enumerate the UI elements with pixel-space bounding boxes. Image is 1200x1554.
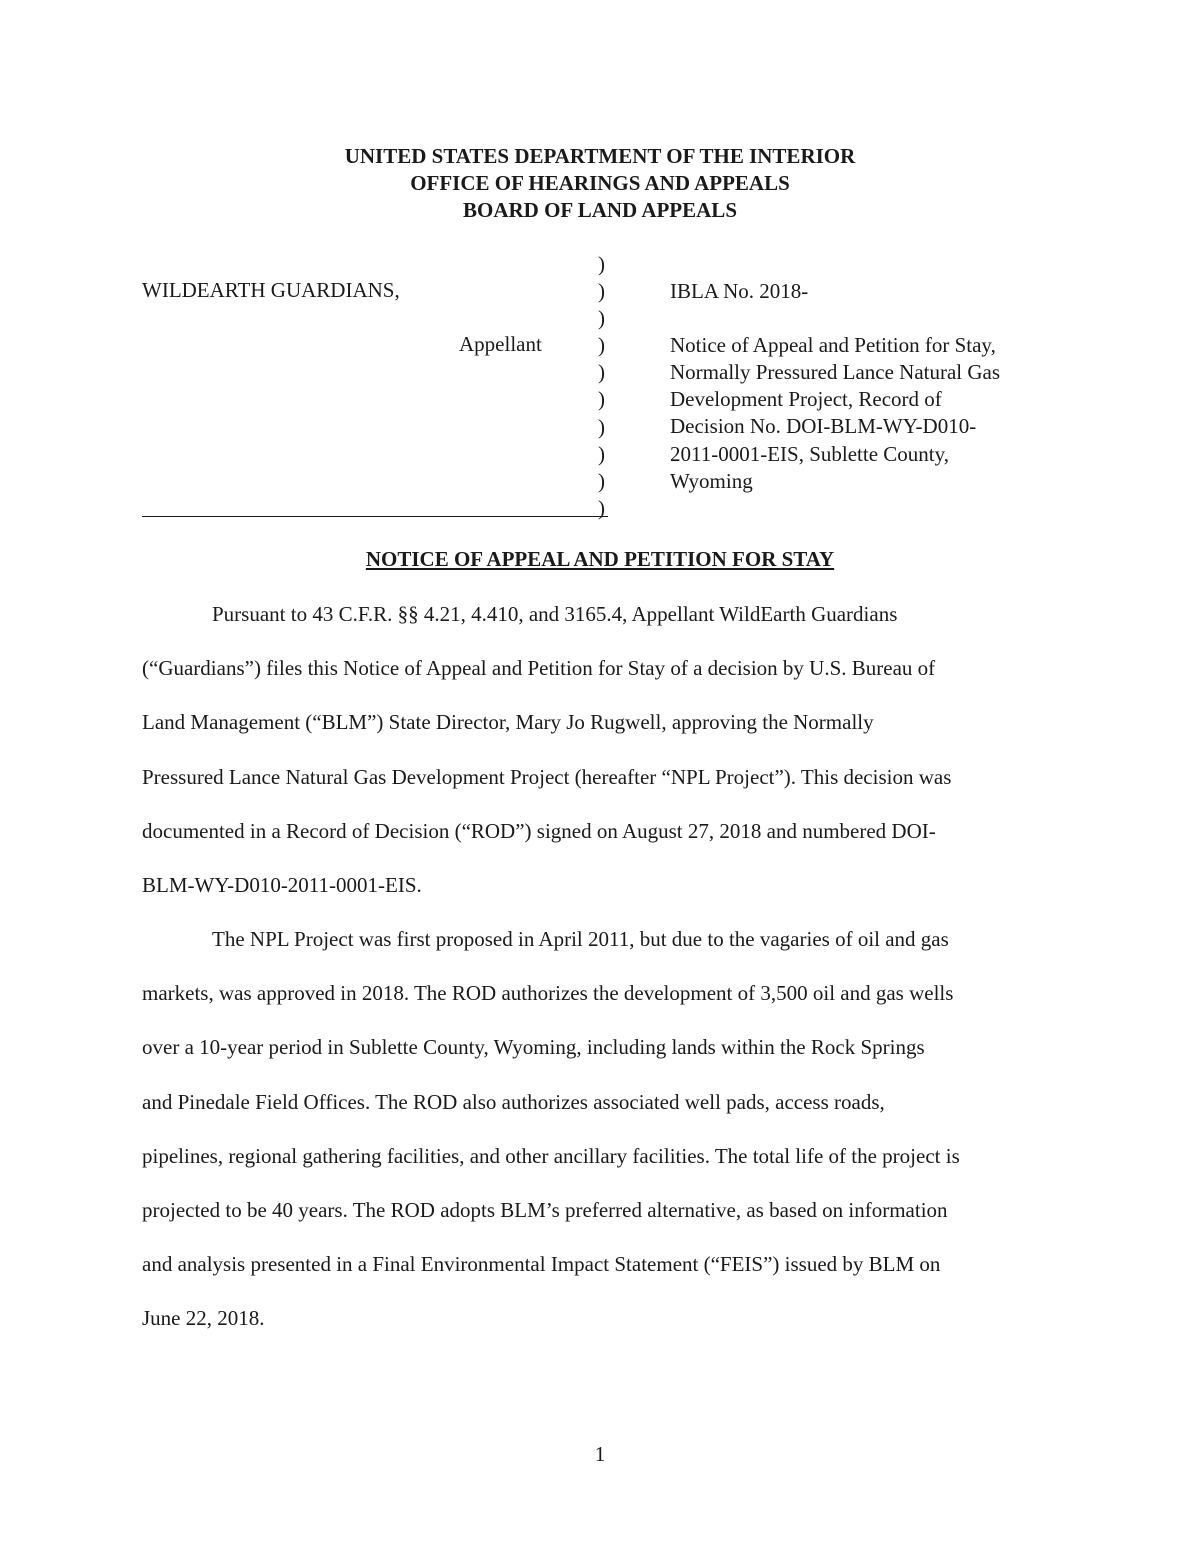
case-description-line: Decision No. DOI-BLM-WY-D010- [670,414,977,439]
case-description-line: Development Project, Record of [670,387,942,412]
page-number: 1 [594,1442,606,1466]
case-number: IBLA No. 2018- [670,279,809,303]
caption-paren: ) [598,279,605,304]
paragraph-line: and Pinedale Field Offices. The ROD also authorizes associated well pads, access roads, [142,1089,885,1114]
paragraph-line: Pursuant to 43 C.F.R. §§ 4.21, 4.410, and 3165.4, Appellant WildEarth Guardians [212,602,898,626]
caption-paren: ) [598,468,605,493]
caption-paren: ) [598,414,605,439]
paragraph-line: (“Guardians”) files this Notice of Appeal and Petition for Stay of a decision by U.S. Bureau of [142,656,936,681]
caption-paren: ) [598,387,605,412]
paragraph-1 [142,601,1062,926]
document-header [0,143,1200,224]
paragraph-line: Pressured Lance Natural Gas Development Project (hereafter “NPL Project”). This decision was [142,764,952,789]
case-caption [670,278,1060,495]
paragraph-line: documented in a Record of Decision (“ROD”) signed on August 27, 2018 and numbered DOI- [142,818,936,843]
caption-paren: ) [598,252,605,276]
paragraph-line: Land Management (“BLM”) State Director, Mary Jo Rugwell, approving the Normally [142,710,874,735]
caption-paren: ) [598,441,605,466]
caption-paren: ) [598,360,605,385]
case-description-line: Normally Pressured Lance Natural Gas [670,360,1001,385]
paragraph-line: BLM-WY-D010-2011-0001-EIS. [142,872,422,897]
document-title: NOTICE OF APPEAL AND PETITION FOR STAY [365,547,835,571]
appellant-name: WILDEARTH GUARDIANS, [142,278,400,302]
paragraph-line: over a 10-year period in Sublette County, Wyoming, including lands within the Rock Springs [142,1035,925,1060]
paragraph-line: The NPL Project was first proposed in April 2011, but due to the vagaries of oil and gas [212,927,949,951]
paragraph-2 [142,926,1062,1360]
paragraph-line: projected to be 40 years. The ROD adopts BLM’s preferred alternative, as based on information [142,1197,948,1222]
case-description [670,332,1060,495]
caption-paren: ) [598,333,605,358]
header-board: BOARD OF LAND APPEALS [463,198,737,222]
caption-paren: ) [598,495,605,520]
paragraph-line: pipelines, regional gathering facilities, and other ancillary facilities. The total life of the project is [142,1143,960,1168]
header-office: OFFICE OF HEARINGS AND APPEALS [410,171,790,195]
caption-paren: ) [598,306,605,331]
paragraph-line: June 22, 2018. [142,1306,265,1331]
case-description-line: Notice of Appeal and Petition for Stay, [670,333,996,358]
caption-paren-column [598,251,605,522]
paragraph-line: and analysis presented in a Final Environmental Impact Statement (“FEIS”) issued by BLM on [142,1252,941,1277]
case-description-line: Wyoming [670,468,753,493]
caption-underline [142,516,608,517]
case-description-line: 2011-0001-EIS, Sublette County, [670,441,950,466]
appellant-role: Appellant [459,332,542,356]
header-department: UNITED STATES DEPARTMENT OF THE INTERIOR [344,144,856,168]
paragraph-line: markets, was approved in 2018. The ROD authorizes the development of 3,500 oil and gas wells [142,981,954,1006]
